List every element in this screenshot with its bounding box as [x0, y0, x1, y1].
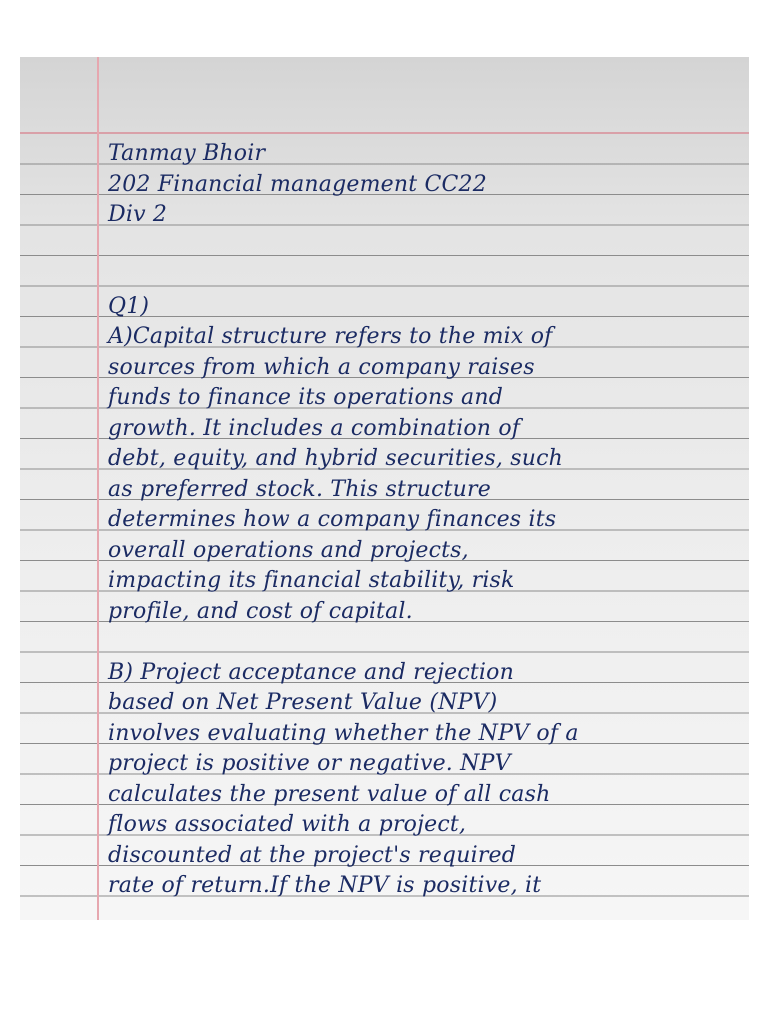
answer-a-line: profile, and cost of capital. [108, 598, 413, 624]
notebook-page [20, 57, 749, 920]
margin-line [97, 57, 99, 920]
answer-b-line: rate of return.If the NPV is positive, it [108, 873, 542, 898]
answer-b-line: involves evaluating whether the NPV of a [108, 720, 579, 746]
division: Div 2 [108, 202, 168, 227]
answer-a-line: A)Capital structure refers to the mix of [108, 324, 553, 349]
answer-b-line: calculates the present value of all cash [108, 781, 551, 807]
page-header-band [20, 57, 749, 133]
course-title: 202 Financial management CC22 [108, 171, 487, 197]
answer-b-line: B) Project acceptance and rejection [108, 659, 514, 685]
answer-a-line: overall operations and projects, [108, 537, 469, 563]
answer-a-line: funds to finance its operations and [108, 385, 503, 410]
answer-b-line: flows associated with a project, [108, 812, 467, 837]
handwritten-text [108, 139, 748, 902]
header-rule [20, 132, 749, 134]
answer-a-line: as preferred stock. This structure [108, 476, 491, 502]
answer-a-line: determines how a company finances its [108, 507, 557, 532]
answer-a-line: growth. It includes a combination of [108, 415, 521, 441]
answer-a-line: debt, equity, and hybrid securities, such [108, 446, 563, 471]
student-name: Tanmay Bhoir [108, 141, 266, 166]
answer-a-line: sources from which a company raises [108, 354, 535, 380]
answer-b-line: project is positive or negative. NPV [108, 751, 511, 776]
answer-a-line: impacting its financial stability, risk [108, 568, 515, 593]
answer-b-line: based on Net Present Value (NPV) [108, 690, 498, 715]
question-label: Q1) [108, 293, 150, 319]
answer-b-line: discounted at the project's required [108, 842, 517, 868]
